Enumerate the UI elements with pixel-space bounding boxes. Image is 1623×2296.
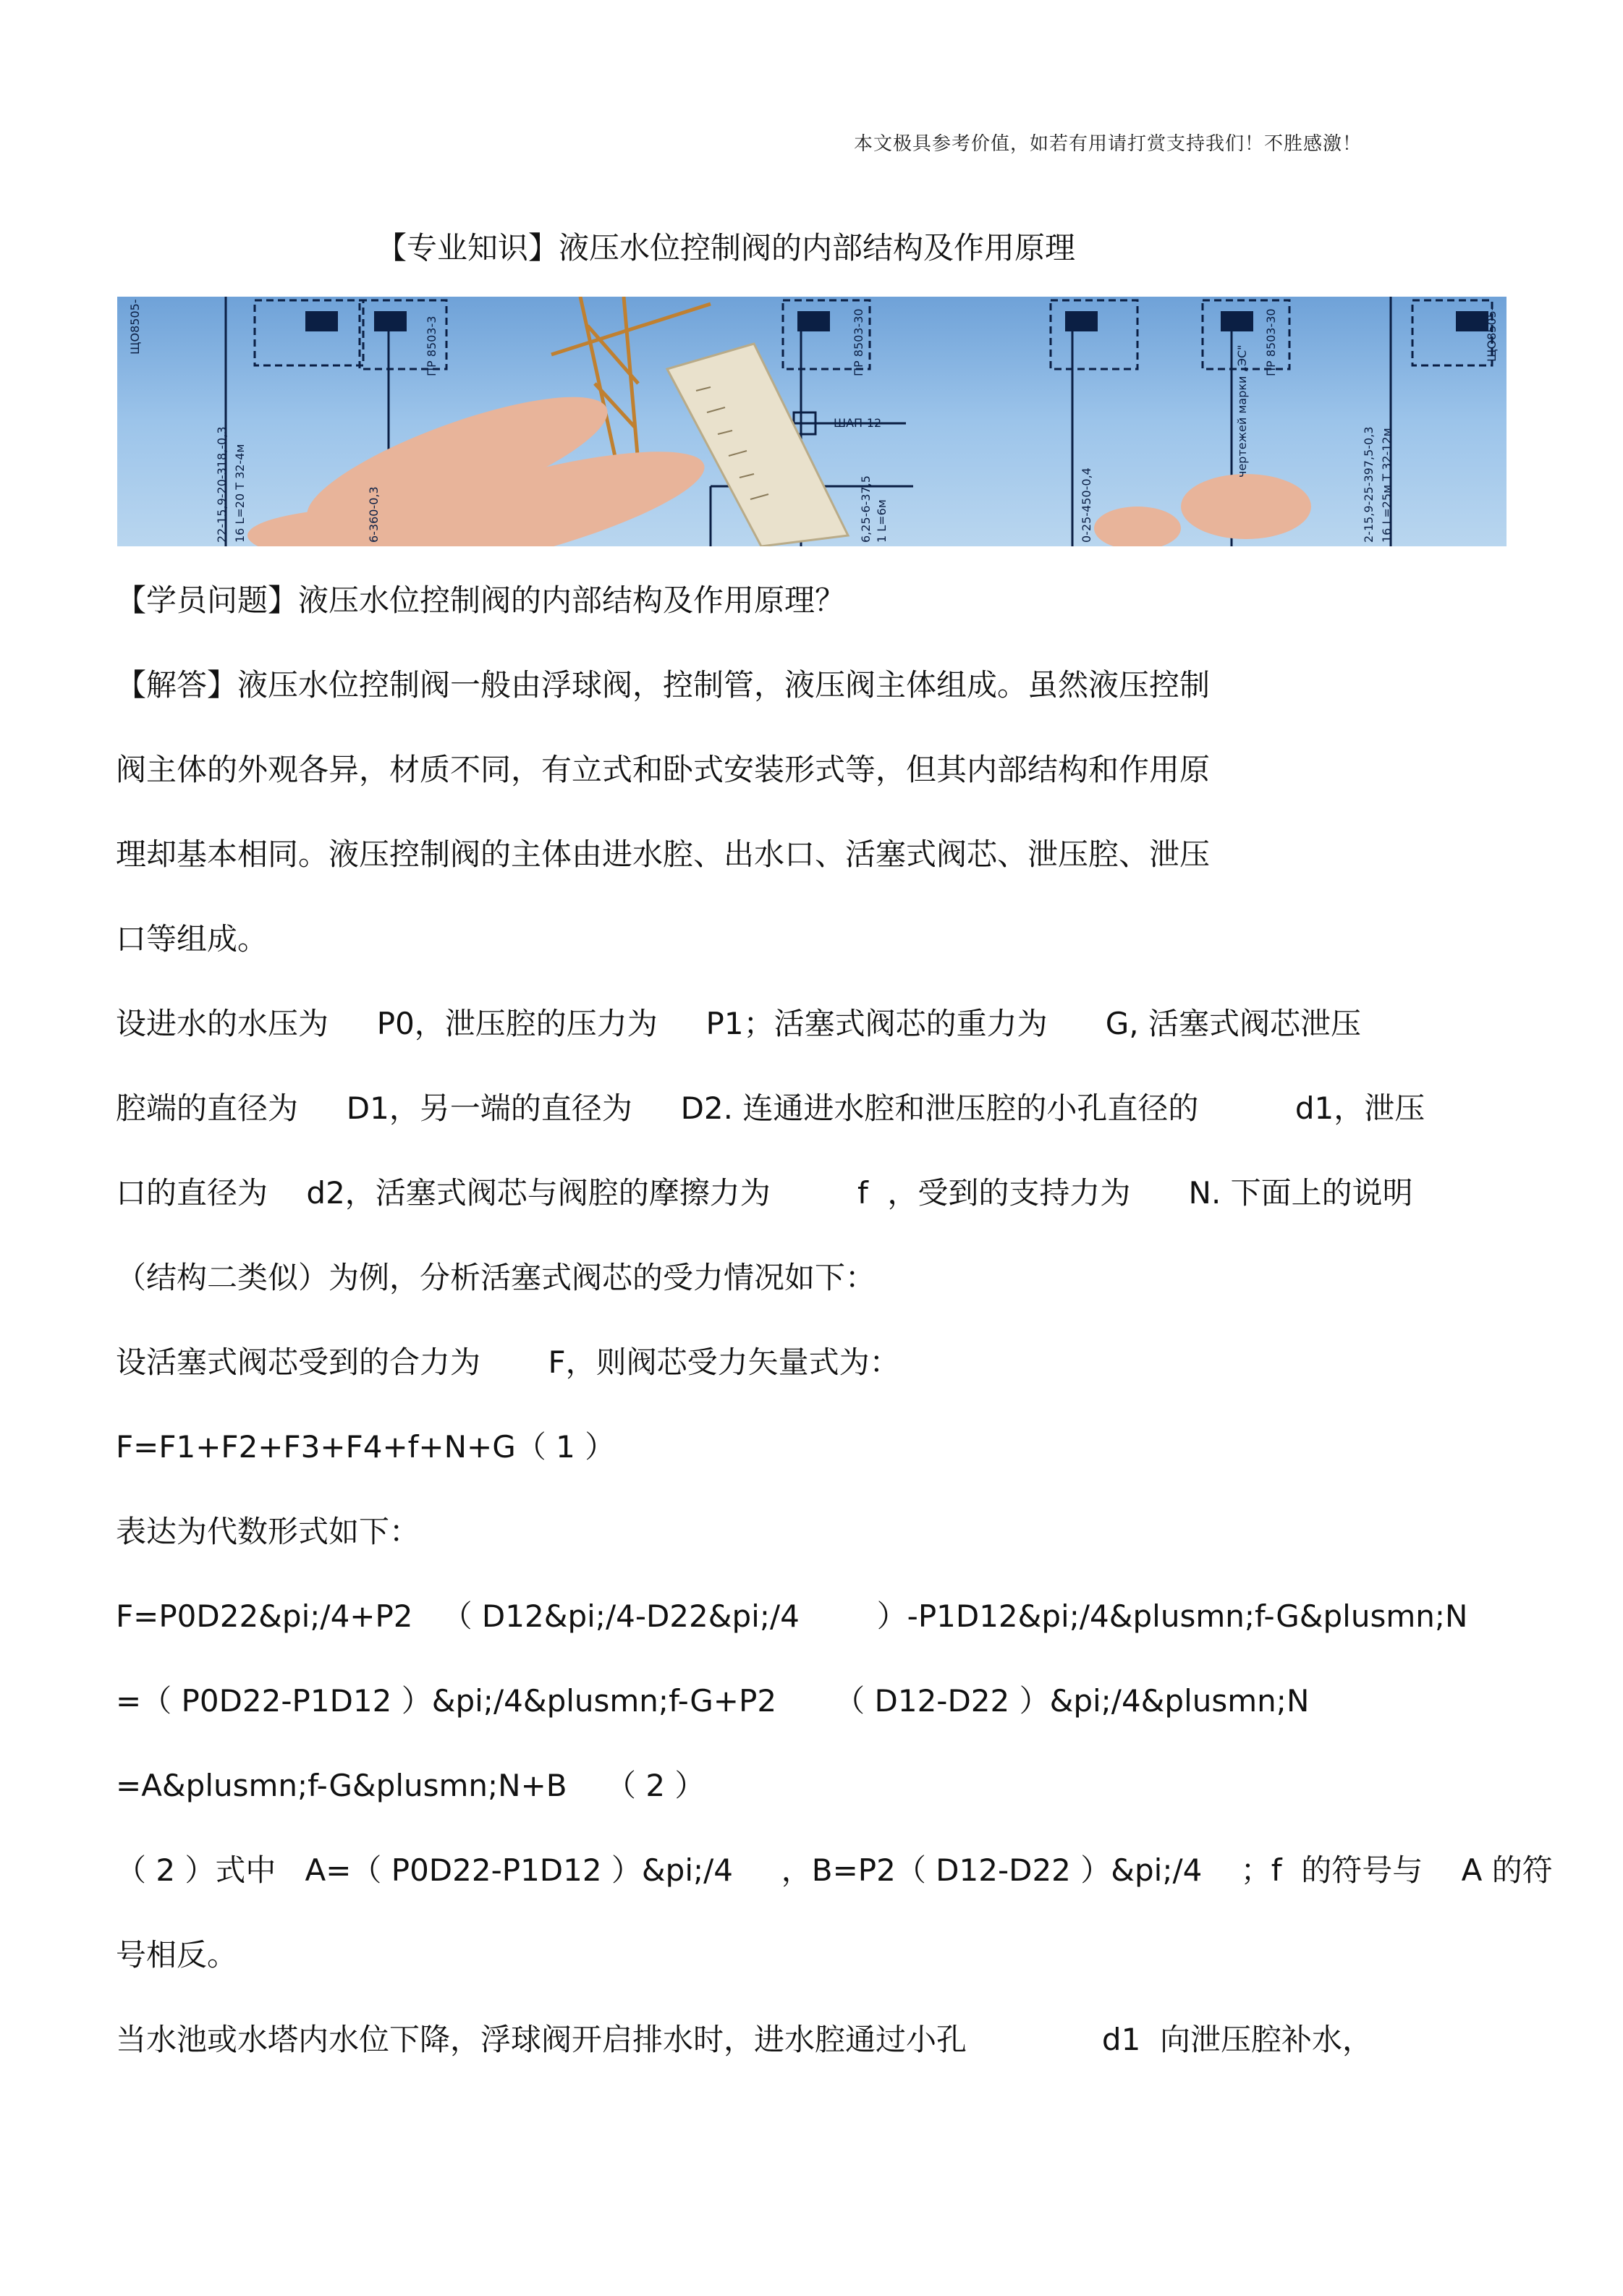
body-line: 腔端的直径为 D1，另一端的直径为 D2. 连通进水腔和泄压腔的小孔直径的 d1，泄压 bbox=[116, 1090, 1425, 1126]
answer-line: 理却基本相同。液压控制阀的主体由进水腔、出水口、活塞式阀芯、泄压腔、泄压 bbox=[116, 836, 1211, 872]
banner-label: 16 L=20 Т 32-4м bbox=[233, 444, 247, 543]
answer-line: 【解答】液压水位控制阀一般由浮球阀，控制管，液压阀主体组成。虽然液压控制 bbox=[116, 667, 1211, 703]
formula-line: =A&plusmn;f-G&plusmn;N+B （ 2 ） bbox=[116, 1768, 705, 1803]
body-line: 设进水的水压为 P0，泄压腔的压力为 P1；活塞式阀芯的重力为 G, 活塞式阀芯泄压 bbox=[116, 1006, 1361, 1041]
body-line: 设活塞式阀芯受到的合力为 F，则阀芯受力矢量式为： bbox=[116, 1344, 900, 1380]
body-line: 号相反。 bbox=[116, 1937, 238, 1973]
banner-label: ЩО8505- bbox=[128, 299, 142, 355]
body-line: （结构二类似）为例，分析活塞式阀芯的受力情况如下： bbox=[116, 1260, 876, 1295]
body-line: （ 2 ）式中 A=（ P0D22-P1D12 ）&pi;/4 ，B=P2（ D12-D22 ）&pi;/4 ；f 的符号与 A 的符 bbox=[116, 1852, 1553, 1888]
banner-label: ШАП-12 bbox=[834, 416, 882, 430]
banner-label: чертежей марки „ЭС" bbox=[1235, 344, 1249, 478]
banner-label: 2-15,9-25-397,5-0,3 bbox=[1362, 426, 1376, 543]
banner-label: ЩО8505- bbox=[1485, 306, 1499, 362]
banner-label: 22-15,9-20-318,-0,3 bbox=[215, 426, 229, 543]
banner-label: ПР 8503-30 bbox=[1264, 308, 1278, 376]
header-note: 本文极具参考价值，如若有用请打赏支持我们！不胜感激！ bbox=[854, 133, 1363, 155]
banner-label: 6-360-0,3 bbox=[367, 486, 381, 543]
banner-label: 16 L=25м Т 32-12м bbox=[1380, 428, 1394, 543]
banner-label: 1 L=6м bbox=[875, 499, 889, 543]
banner-label: ПР 8503-30 bbox=[852, 308, 865, 376]
answer-line: 阀主体的外观各异，材质不同，有立式和卧式安装形式等，但其内部结构和作用原 bbox=[116, 752, 1211, 787]
question-line: 【学员问题】液压水位控制阀的内部结构及作用原理？ bbox=[116, 583, 846, 618]
banner-label: 0-25-450-0,4 bbox=[1080, 467, 1093, 543]
page-title: 【专业知识】液压水位控制阀的内部结构及作用原理 bbox=[376, 230, 1076, 266]
banner-image bbox=[117, 297, 1507, 546]
body-line: 口的直径为 d2，活塞式阀芯与阀腔的摩擦力为 f ，受到的支持力为 N. 下面上的说明 bbox=[116, 1175, 1413, 1211]
formula-line: =（ P0D22-P1D12 ）&pi;/4&plusmn;f-G+P2 （ D12-D22 ）&pi;/4&plusmn;N bbox=[116, 1683, 1310, 1719]
body-line: 表达为代数形式如下： bbox=[116, 1514, 420, 1549]
banner-label: ПР 8503-3 bbox=[425, 315, 438, 376]
banner-label: 6,25-6-37,5 bbox=[859, 475, 873, 543]
answer-line: 口等组成。 bbox=[116, 921, 268, 957]
formula-line: F=F1+F2+F3+F4+f+N+G（ 1 ） bbox=[116, 1429, 616, 1465]
body-line: 当水池或水塔内水位下降，浮球阀开启排水时，进水腔通过小孔 d1 向泄压腔补水， bbox=[116, 2022, 1373, 2057]
formula-line: F=P0D22&pi;/4+P2 （ D12&pi;/4-D22&pi;/4 ）-P1D12&pi;/4&plusmn;f-G&plusmn;N bbox=[116, 1598, 1468, 1634]
